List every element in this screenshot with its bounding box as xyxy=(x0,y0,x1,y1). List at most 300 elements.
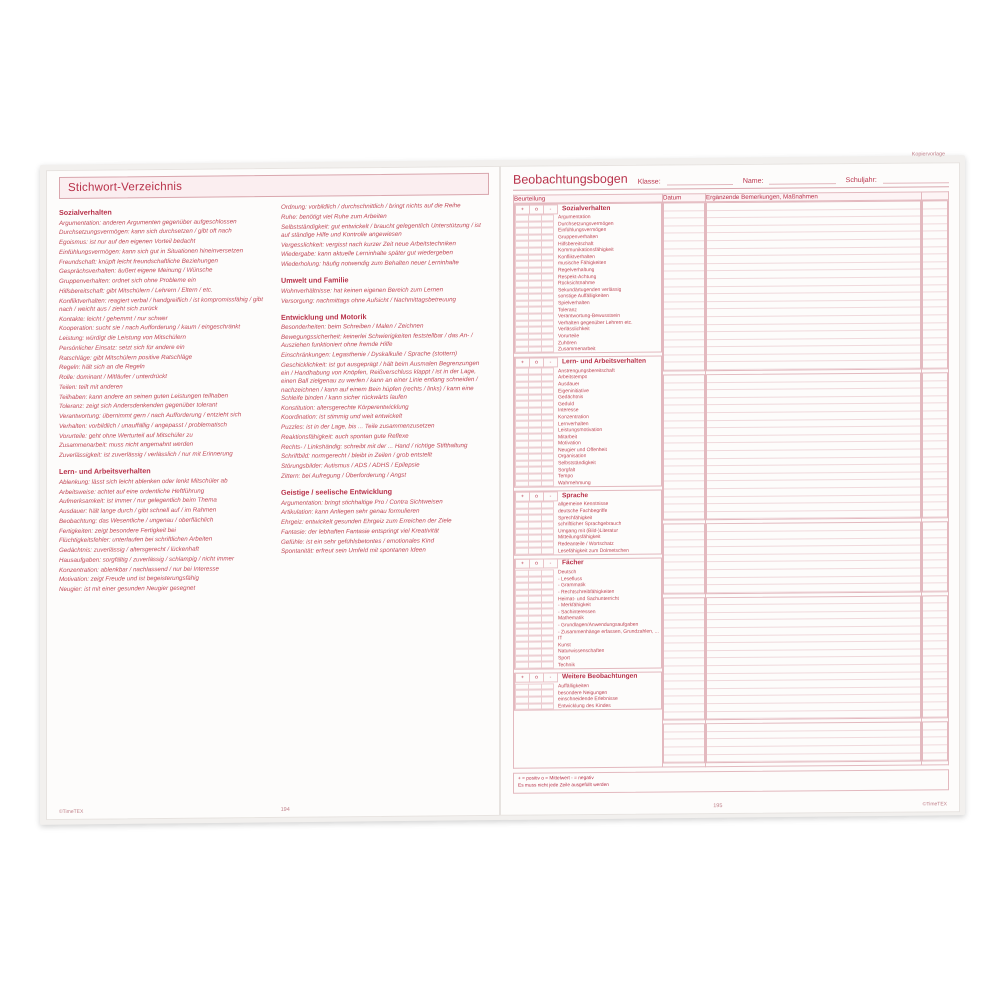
writing-line[interactable] xyxy=(923,277,947,285)
writing-line[interactable] xyxy=(923,495,947,503)
writing-line[interactable] xyxy=(707,584,920,593)
rating-group-title: Sprache xyxy=(562,491,589,499)
rating-row-label: sonstige Auffälligkeiten xyxy=(558,293,609,300)
glossary-entry: Verantwortung: übernimmt gern / nach Aufforderung / entzieht sich xyxy=(59,411,242,421)
writing-line[interactable] xyxy=(923,745,947,753)
writing-line[interactable] xyxy=(923,680,947,688)
writing-block[interactable] xyxy=(706,722,921,764)
writing-line[interactable] xyxy=(923,434,947,442)
rating-row-label: Regelverhaltung xyxy=(558,267,595,274)
writing-line[interactable] xyxy=(923,664,947,672)
writing-line[interactable] xyxy=(923,596,947,604)
rating-checkbox[interactable] xyxy=(541,480,554,487)
writing-line[interactable] xyxy=(923,247,947,255)
glossary-entry: Arbeitsweise: achtet auf eine ordentliche Heftführung xyxy=(59,487,205,496)
rating-row-label: Sorgfalt xyxy=(558,466,576,474)
writing-line[interactable] xyxy=(923,502,947,510)
form-title: Beobachtungsbogen xyxy=(513,171,628,187)
rating-checkbox[interactable] xyxy=(541,662,554,669)
glossary-entry: Selbstständigkeit: gut entwickelt / braucht gelegentlich Unterstützung / ist auf ständige Hilfe und Kontrolle angewiesen xyxy=(281,221,481,239)
writing-line[interactable] xyxy=(923,583,947,591)
section-heading: Umwelt und Familie xyxy=(281,275,349,286)
writing-line[interactable] xyxy=(707,510,920,519)
glossary-entry: Gruppenverhalten: ordnet sich ohne Probleme ein xyxy=(59,276,196,286)
writing-line[interactable] xyxy=(923,472,947,480)
rating-row-label: - Zusammenhänge erfassen, Grundzahlen, ... xyxy=(558,628,659,635)
rating-row-label: Wahrnehmung xyxy=(558,479,591,487)
rating-checkbox[interactable] xyxy=(515,480,528,487)
writing-line[interactable] xyxy=(923,449,947,457)
rating-row-label: Redeanteile / Wortschatz xyxy=(558,540,614,548)
rating-row-label: schriftlicher Sprachgebrauch xyxy=(558,521,622,528)
glossary-entry: Ordnung: vorbildlich / durchschnittlich / bringt nichts auf die Reihe xyxy=(281,202,461,211)
glossary-entry: Vergesslichkeit: vergisst nach kurzer Zeit neue Arbeitstechniken xyxy=(281,239,456,249)
writing-line[interactable] xyxy=(923,604,947,612)
page-title: Stichwort-Verzeichnis xyxy=(59,173,489,199)
rating-row xyxy=(515,661,661,669)
writing-line[interactable] xyxy=(664,712,704,720)
left-column-2 xyxy=(281,202,489,594)
glossary-entry: Regeln: hält sich an die Regeln xyxy=(59,363,145,372)
writing-block[interactable] xyxy=(706,522,921,594)
rating-symbols xyxy=(515,673,558,683)
rating-symbol: + xyxy=(515,491,529,501)
rating-checkbox[interactable] xyxy=(541,346,554,353)
writing-line[interactable] xyxy=(664,585,704,593)
writing-line[interactable] xyxy=(923,262,947,270)
header-beurteilung: Beurteilung xyxy=(514,194,663,203)
glossary-entry: Bewegungssicherheit: keinerlei Schwierigkeiten feststellbar / das An- / Ausziehen funktioniert ohne fremde Hilfe xyxy=(281,332,473,350)
writing-line[interactable] xyxy=(923,209,947,217)
writing-line[interactable] xyxy=(923,330,947,338)
writing-line[interactable] xyxy=(923,710,947,718)
writing-block[interactable] xyxy=(706,200,921,371)
writing-line[interactable] xyxy=(664,755,704,763)
glossary-entry: Persönlicher Einsatz: setzt sich für andere ein xyxy=(59,343,185,352)
rating-row-label: Neugier und Offenheit xyxy=(558,446,607,454)
writing-line[interactable] xyxy=(707,710,920,719)
rating-row-label: Geduld xyxy=(558,400,575,408)
rating-checkbox[interactable] xyxy=(515,548,528,555)
writing-line[interactable] xyxy=(923,389,947,397)
writing-block[interactable] xyxy=(663,597,705,721)
rating-symbol: + xyxy=(515,358,529,368)
rating-row-label: - Rechtschreibfähigkeiten xyxy=(558,588,615,596)
glossary-entry: Motivation: zeigt Freude und ist begeisterungsfähig xyxy=(59,574,199,584)
left-footer xyxy=(59,805,487,815)
rating-group-title: Sozialverhalten xyxy=(562,204,611,212)
rating-group-header xyxy=(515,204,661,214)
rating-symbol: - xyxy=(543,559,558,569)
rating-checkbox[interactable] xyxy=(528,480,541,487)
writing-line[interactable] xyxy=(707,753,920,762)
glossary-entry: Neugier: ist mit einer gesunden Neugier gesegnet xyxy=(59,584,196,594)
rating-row-label: Verantwortung-Bewusstsein xyxy=(558,313,620,320)
beurteilung-cell xyxy=(514,202,663,768)
writing-line[interactable] xyxy=(923,487,947,495)
rating-row-label: - Sachinteressen xyxy=(558,608,596,616)
glossary-entry: Egoismus: ist nur auf den eigenen Vorteil bedacht xyxy=(59,237,196,247)
glossary-entry: Ratschläge: gibt Mitschülern positive Ratschläge xyxy=(59,353,193,362)
rating-row-label: Sprechfähigkeit xyxy=(558,514,593,521)
rating-row-label: Tempo xyxy=(558,473,574,480)
writing-line[interactable] xyxy=(923,576,947,584)
glossary-entry: Teilen: teilt mit anderen xyxy=(59,383,123,391)
rating-checkbox[interactable] xyxy=(515,703,528,710)
rating-group-title: Lern- und Arbeitsverhalten xyxy=(562,357,647,366)
writing-block[interactable] xyxy=(706,373,921,521)
rating-row-label: Arbeitstempo xyxy=(558,374,588,381)
rating-row-label: Toleranz xyxy=(558,306,577,313)
rating-checkbox[interactable] xyxy=(515,662,528,669)
glossary-entry: Ehrgeiz: entwickelt gesunden Ehrgeiz zum Erreichen der Ziele xyxy=(281,517,452,526)
glossary-entry: Rechts- / Linkshändig: schreibt mit der ... Hand / richtige Stifthaltung xyxy=(281,441,468,451)
rating-checkbox[interactable] xyxy=(541,548,554,555)
rating-row-label: Mathematik xyxy=(558,615,584,622)
writing-block[interactable] xyxy=(922,522,948,593)
rating-row-label: Konzentration xyxy=(558,414,589,421)
rating-symbol: o xyxy=(529,559,543,569)
writing-line[interactable] xyxy=(923,611,947,619)
writing-line[interactable] xyxy=(923,338,947,346)
glossary-entry: Verhalten: vorbildlich / unauffällig / angepasst / problematisch xyxy=(59,421,227,430)
rating-row xyxy=(515,702,661,710)
left-page xyxy=(46,166,500,820)
writing-line[interactable] xyxy=(923,323,947,331)
rating-row-label: Argumentation xyxy=(558,214,591,221)
glossary-entry: Vorurteile: geht ohne Werturteil auf Mitschüler zu xyxy=(59,431,193,440)
writing-block[interactable] xyxy=(663,524,705,595)
rating-row-label: - Merkfähigkeit xyxy=(558,602,591,609)
rating-checkbox[interactable] xyxy=(528,548,541,555)
writing-block[interactable] xyxy=(922,372,948,518)
bemerkungen-cell[interactable] xyxy=(706,200,922,767)
rating-row xyxy=(515,479,661,487)
rating-group xyxy=(514,490,662,556)
writing-line[interactable] xyxy=(664,512,704,520)
rating-row-label: Zuhören xyxy=(558,339,577,346)
glossary-entry: Ruhe: benötigt viel Ruhe zum Arbeiten xyxy=(281,212,387,221)
writing-line[interactable] xyxy=(664,363,704,371)
section-heading: Geistige / seelische Entwicklung xyxy=(281,486,393,497)
rating-group-title: Weitere Beobachtungen xyxy=(562,673,638,681)
writing-block[interactable] xyxy=(663,723,705,763)
glossary-entry: Konzentration: ablenkbar / nachlassend / nur bei Interesse xyxy=(59,565,219,574)
writing-block[interactable] xyxy=(922,595,948,719)
writing-block[interactable] xyxy=(663,202,705,371)
rating-symbol: o xyxy=(529,491,543,501)
writing-line[interactable] xyxy=(923,545,947,553)
extra-cell[interactable] xyxy=(922,200,949,765)
rating-row-label: Mitarbeit xyxy=(558,433,578,441)
glossary-entry: Geschicklichkeit: ist gut ausgeprägt / hält beim Ausmalen Begrenzungen ein / Handhabung von Knöpfen, Reißverschluss klappt / ist in der Lage, einen Ball zielgenau zu werfen / kann an einer Linie entlang schneiden / nachzeichnen / kann auf einem Bein hüpfen (rechts / links) / kann eine Schleife binden / kann sicher rückwärts laufen xyxy=(281,359,480,402)
rating-symbol: - xyxy=(543,491,558,501)
glossary-entry: Artikulation: kann Anliegen sehr genau formulieren xyxy=(281,507,420,517)
glossary-entry: Toleranz: zeigt sich Andersdenkenden gegenüber tolerant xyxy=(59,401,218,411)
writing-line[interactable] xyxy=(923,404,947,412)
rating-row-label: Auffälligkeiten xyxy=(558,683,590,690)
glossary-entry: Gefühle: ist ein sehr gefühlsbetontes / emotionales Kind xyxy=(281,536,435,546)
section-heading: Sozialverhalten xyxy=(59,207,112,218)
open-book xyxy=(40,151,965,820)
klasse-input[interactable] xyxy=(667,175,733,186)
writing-line[interactable] xyxy=(923,270,947,278)
glossary-entry: Versorgung: nachmittags ohne Aufsicht / Nachmittagsbetreuung xyxy=(281,295,456,305)
rating-row-label: Durchsetzungsvermögen xyxy=(558,220,614,228)
rating-row-label: Zusammenarbeit xyxy=(558,346,596,353)
writing-line[interactable] xyxy=(923,568,947,576)
rating-checkbox[interactable] xyxy=(528,662,541,669)
right-page xyxy=(500,151,960,816)
rating-checkbox[interactable] xyxy=(528,346,541,353)
rating-row-label: Umgang mit (Bild-)Literatur xyxy=(558,527,619,535)
rating-row-label: Respekt-Achtung xyxy=(558,273,597,280)
glossary-entry: Konfliktverhalten: reagiert verbal / handgreiflich / ist kompromissfähig / gibt nach / weicht aus / zieht sich zurück xyxy=(59,295,263,313)
glossary-entry: Gesprächsverhalten: äußert eigene Meinung / Wünsche xyxy=(59,266,213,276)
glossary-entry: Puzzles: ist in der Lage, bis ... Teile zusammenzusetzen xyxy=(281,422,435,431)
writing-line[interactable] xyxy=(923,254,947,262)
writing-line[interactable] xyxy=(923,457,947,465)
writing-line[interactable] xyxy=(923,315,947,323)
glossary-entry: Zusammenarbeit: muss nicht angemahnt werden xyxy=(59,441,194,450)
kopiervorlage-label: Kopiervorlage xyxy=(911,151,945,158)
rating-row-label: Sport xyxy=(558,655,570,662)
rating-group-header xyxy=(515,491,661,501)
writing-line[interactable] xyxy=(923,411,947,419)
rating-row-label: Vorurteile xyxy=(558,333,580,340)
rating-group xyxy=(514,203,662,355)
writing-line[interactable] xyxy=(923,300,947,308)
writing-line[interactable] xyxy=(923,730,947,738)
writing-line[interactable] xyxy=(923,361,947,369)
glossary-entry: Wiedergabe: kann aktuelle Lerninhalte später gut wiedergeben xyxy=(281,249,453,259)
rating-row-label: Konfliktverhalten xyxy=(558,253,595,261)
glossary-entry: Aufmerksamkeit: ist immer / nur gelegentlich beim Thema xyxy=(59,496,217,506)
glossary-entry: Argumentation: bringt stichhaltige Pro / Contra Sichtweisen xyxy=(281,497,443,507)
writing-line[interactable] xyxy=(923,216,947,224)
glossary-entry: Gedächtnis: zuverlässig / altersgerecht / lückenhaft xyxy=(59,545,199,555)
rating-row-label: Organisation xyxy=(558,453,587,460)
writing-line[interactable] xyxy=(707,361,920,370)
glossary-entry: Einschränkungen: Legasthenie / Dyskalkulie / Sprache (stottern) xyxy=(281,350,458,359)
rating-checkbox[interactable] xyxy=(541,703,554,710)
rating-checkbox[interactable] xyxy=(528,703,541,710)
rating-row-label: - Lesefluss xyxy=(558,575,583,583)
rating-row xyxy=(515,547,661,555)
glossary-entry: Argumentation: anderen Argumenten gegenüber aufgeschlossen xyxy=(59,217,237,227)
glossary-entry: Störungsbilder: Autismus / ADS / ADHS / Epilepsie xyxy=(281,461,420,470)
glossary-entry: Durchsetzungsvermögen: kann sich durchsetzen / gibt oft nach xyxy=(59,227,232,237)
writing-line[interactable] xyxy=(923,649,947,657)
writing-line[interactable] xyxy=(923,419,947,427)
left-columns xyxy=(59,202,489,596)
writing-line[interactable] xyxy=(923,687,947,695)
glossary-entry: Ablenkung: lässt sich leicht ablenken oder lenkt Mitschüler ab xyxy=(59,477,228,486)
writing-line[interactable] xyxy=(923,224,947,232)
glossary-entry: Kontakte: leicht / gehemmt / nur schwer xyxy=(59,314,168,323)
writing-line[interactable] xyxy=(923,510,947,518)
rating-symbols xyxy=(515,357,558,367)
glossary-entry: Freundschaft: knüpft leicht freundschaftliche Beziehungen xyxy=(59,257,218,266)
writing-line[interactable] xyxy=(923,738,947,746)
rating-row-label: Naturwissenschaften xyxy=(558,648,605,655)
glossary-entry: Rolle: dominant / Mitläufer / unterdrückt xyxy=(59,373,167,382)
rating-symbol: - xyxy=(543,673,558,683)
writing-line[interactable] xyxy=(923,702,947,710)
rating-row-label: Deutsch xyxy=(558,569,577,576)
rating-row-label: - Grundlagen/Anwendungsaufgaben xyxy=(558,621,639,629)
table-body-row xyxy=(514,200,949,769)
writing-line[interactable] xyxy=(923,396,947,404)
glossary-entry: Spontanität: erfreut sein Umfeld mit spontanen Ideen xyxy=(281,546,426,556)
rating-row-label: Lernverhalten xyxy=(558,420,589,427)
rating-row-label: Ausdauer xyxy=(558,381,580,388)
writing-line[interactable] xyxy=(923,642,947,650)
name-label: Name: xyxy=(742,177,764,185)
rating-group xyxy=(514,356,662,488)
glossary-entry: Zittern: bei Aufregung / Überforderung / Angst xyxy=(281,471,407,480)
writing-line[interactable] xyxy=(923,695,947,703)
rating-symbol: + xyxy=(515,673,529,683)
glossary-entry: Hilfsbereitschaft: gibt Mitschülern / Lehrern / Eltern / etc. xyxy=(59,286,213,295)
rating-row-label: musische Fähigkeiten xyxy=(558,260,607,267)
writing-line[interactable] xyxy=(923,538,947,546)
header-bemerkungen: Ergänzende Bemerkungen, Maßnahmen xyxy=(706,192,922,202)
writing-line[interactable] xyxy=(923,232,947,240)
rating-row-label: Anstrengungsbereitschaft xyxy=(558,367,615,375)
right-footer xyxy=(513,801,947,810)
header-extra xyxy=(922,192,949,200)
writing-line[interactable] xyxy=(923,346,947,354)
rating-group-title: Fächer xyxy=(562,559,584,567)
writing-line[interactable] xyxy=(923,292,947,300)
writing-line[interactable] xyxy=(923,634,947,642)
writing-line[interactable] xyxy=(923,201,947,209)
rating-row-label: allgemeine Kenntnisse xyxy=(558,501,609,508)
rating-row-label: Heimat- und Sachunterricht xyxy=(558,595,619,602)
rating-symbol: + xyxy=(515,559,529,569)
glossary-entry: Besonderheiten: beim Schreiben / Malen / Zeichnen xyxy=(281,322,424,332)
rating-symbol: + xyxy=(515,204,529,214)
rating-row-label: Selbstständigkeit xyxy=(558,460,596,467)
rating-row-label: Verlässlichkeit xyxy=(558,326,590,333)
glossary-entry: Beobachtung: das Wesentliche / ungenau / oberflächlich xyxy=(59,516,214,525)
glossary-entry: Fantasie: der lebhaften Fantasie entspringt viel Kreativität xyxy=(281,527,439,536)
writing-block[interactable] xyxy=(706,595,921,720)
rating-row-label: besondere Neigungen xyxy=(558,689,608,697)
glossary-entry: Koordination: ist stimmig und weit entwickelt xyxy=(281,413,403,422)
rating-symbol: o xyxy=(529,357,543,367)
writing-block[interactable] xyxy=(922,721,948,761)
writing-line[interactable] xyxy=(923,657,947,665)
writing-line[interactable] xyxy=(923,480,947,488)
name-input[interactable] xyxy=(769,174,835,185)
rating-symbol: - xyxy=(543,204,558,214)
writing-line[interactable] xyxy=(923,442,947,450)
rating-symbols xyxy=(515,559,558,569)
rating-row-label: deutsche Fachbegriffe xyxy=(558,508,608,515)
writing-line[interactable] xyxy=(923,464,947,472)
glossary-entry: Kooperation: sucht sie / nach Aufforderung / kaum / eingeschränkt xyxy=(59,323,241,333)
schuljahr-input[interactable] xyxy=(883,173,949,184)
writing-line[interactable] xyxy=(923,427,947,435)
rating-row-label: Leistungsmotivation xyxy=(558,427,603,434)
rating-row-label: Lesefähigkeit zum Dolmetschen xyxy=(558,547,629,554)
left-column-1 xyxy=(59,204,267,596)
rating-row-label: Verhalten gegenüber Lehrern etc. xyxy=(558,319,633,327)
rating-row-label: Interesse xyxy=(558,407,579,414)
writing-line[interactable] xyxy=(923,373,947,381)
rating-row-label: - Grammatik xyxy=(558,582,586,589)
writing-line[interactable] xyxy=(923,553,947,561)
writing-line[interactable] xyxy=(923,619,947,627)
rating-row-label: Kommunikationsfähigkeit xyxy=(558,247,614,254)
observation-table xyxy=(513,191,949,769)
writing-line[interactable] xyxy=(923,672,947,680)
glossary-entry: Einfühlungsvermögen: kann sich gut in Situationen hineinversetzen xyxy=(59,247,244,256)
rating-row-label: Gruppenverhalten xyxy=(558,234,599,241)
writing-line[interactable] xyxy=(923,722,947,730)
writing-line[interactable] xyxy=(923,353,947,361)
writing-line[interactable] xyxy=(923,626,947,634)
glossary-entry: Zuverlässigkeit: ist zuverlässig / verlässlich / nur mit Erinnerung xyxy=(59,450,233,460)
copyright-right: ©TimeTEX xyxy=(922,801,947,808)
page-number-left: 194 xyxy=(280,806,290,813)
datum-cell[interactable] xyxy=(663,202,706,767)
page-number-right: 195 xyxy=(713,803,723,810)
rating-symbols xyxy=(515,204,558,214)
rating-row-label: einschneidende Erlebnisse xyxy=(558,696,618,703)
writing-block[interactable] xyxy=(663,374,705,521)
form-header xyxy=(513,169,949,190)
legend-line-2: Es muss nicht jede Zeile ausgefüllt werden xyxy=(518,783,609,790)
rating-row-label: Eigeninitiative xyxy=(558,387,589,394)
writing-line[interactable] xyxy=(923,381,947,389)
writing-line[interactable] xyxy=(923,523,947,531)
legend xyxy=(513,769,949,793)
glossary-entry: Fertigkeiten: zeigt besondere Fertigkeit bei xyxy=(59,526,176,535)
writing-line[interactable] xyxy=(923,285,947,293)
rating-symbols xyxy=(515,491,558,501)
rating-row-label: Gedächtnis xyxy=(558,394,584,401)
writing-line[interactable] xyxy=(923,530,947,538)
rating-row-label: Hilfsbereitschaft xyxy=(558,240,594,248)
writing-line[interactable] xyxy=(923,753,947,761)
glossary-entry: Ausdauer: hält lange durch / gibt schnell auf / im Rahmen xyxy=(59,506,217,516)
glossary-entry: Konstitution: altersgerechte Körperentwicklung xyxy=(281,403,409,412)
writing-line[interactable] xyxy=(923,561,947,569)
glossary-entry: Hausaufgaben: sorgfältig / zuverlässig / schlampig / nicht immer xyxy=(59,555,235,564)
rating-checkbox[interactable] xyxy=(515,346,528,353)
copyright-left: ©TimeTEX xyxy=(59,808,84,816)
glossary-entry: Schriftbild: normgerecht / bleibt in Zeilen / grob entstellt xyxy=(281,451,432,461)
rating-group xyxy=(514,557,662,669)
glossary-entry: Leistung: würdigt die Leistung von Mitschülern xyxy=(59,333,186,343)
rating-row-label: Spielverhalten xyxy=(558,300,590,307)
rating-row-label: Kunst xyxy=(558,641,571,649)
writing-block[interactable] xyxy=(922,200,948,369)
rating-group-header xyxy=(515,558,661,568)
header-datum: Datum xyxy=(663,194,706,202)
rating-row-label: Technik xyxy=(558,661,575,668)
rating-row xyxy=(515,345,661,353)
writing-line[interactable] xyxy=(923,308,947,316)
glossary-entry: Wiederholung: häufig notwendig zum Behalten neuer Lerninhalte xyxy=(281,259,459,268)
glossary-entry: Wohnverhältnisse: hat keinen eigenen Bereich zum Lernen xyxy=(281,286,444,295)
rating-group-header xyxy=(515,672,661,682)
writing-line[interactable] xyxy=(923,239,947,247)
glossary-entry: Reaktionsfähigkeit: auch spontan gute Reflexe xyxy=(281,432,409,441)
